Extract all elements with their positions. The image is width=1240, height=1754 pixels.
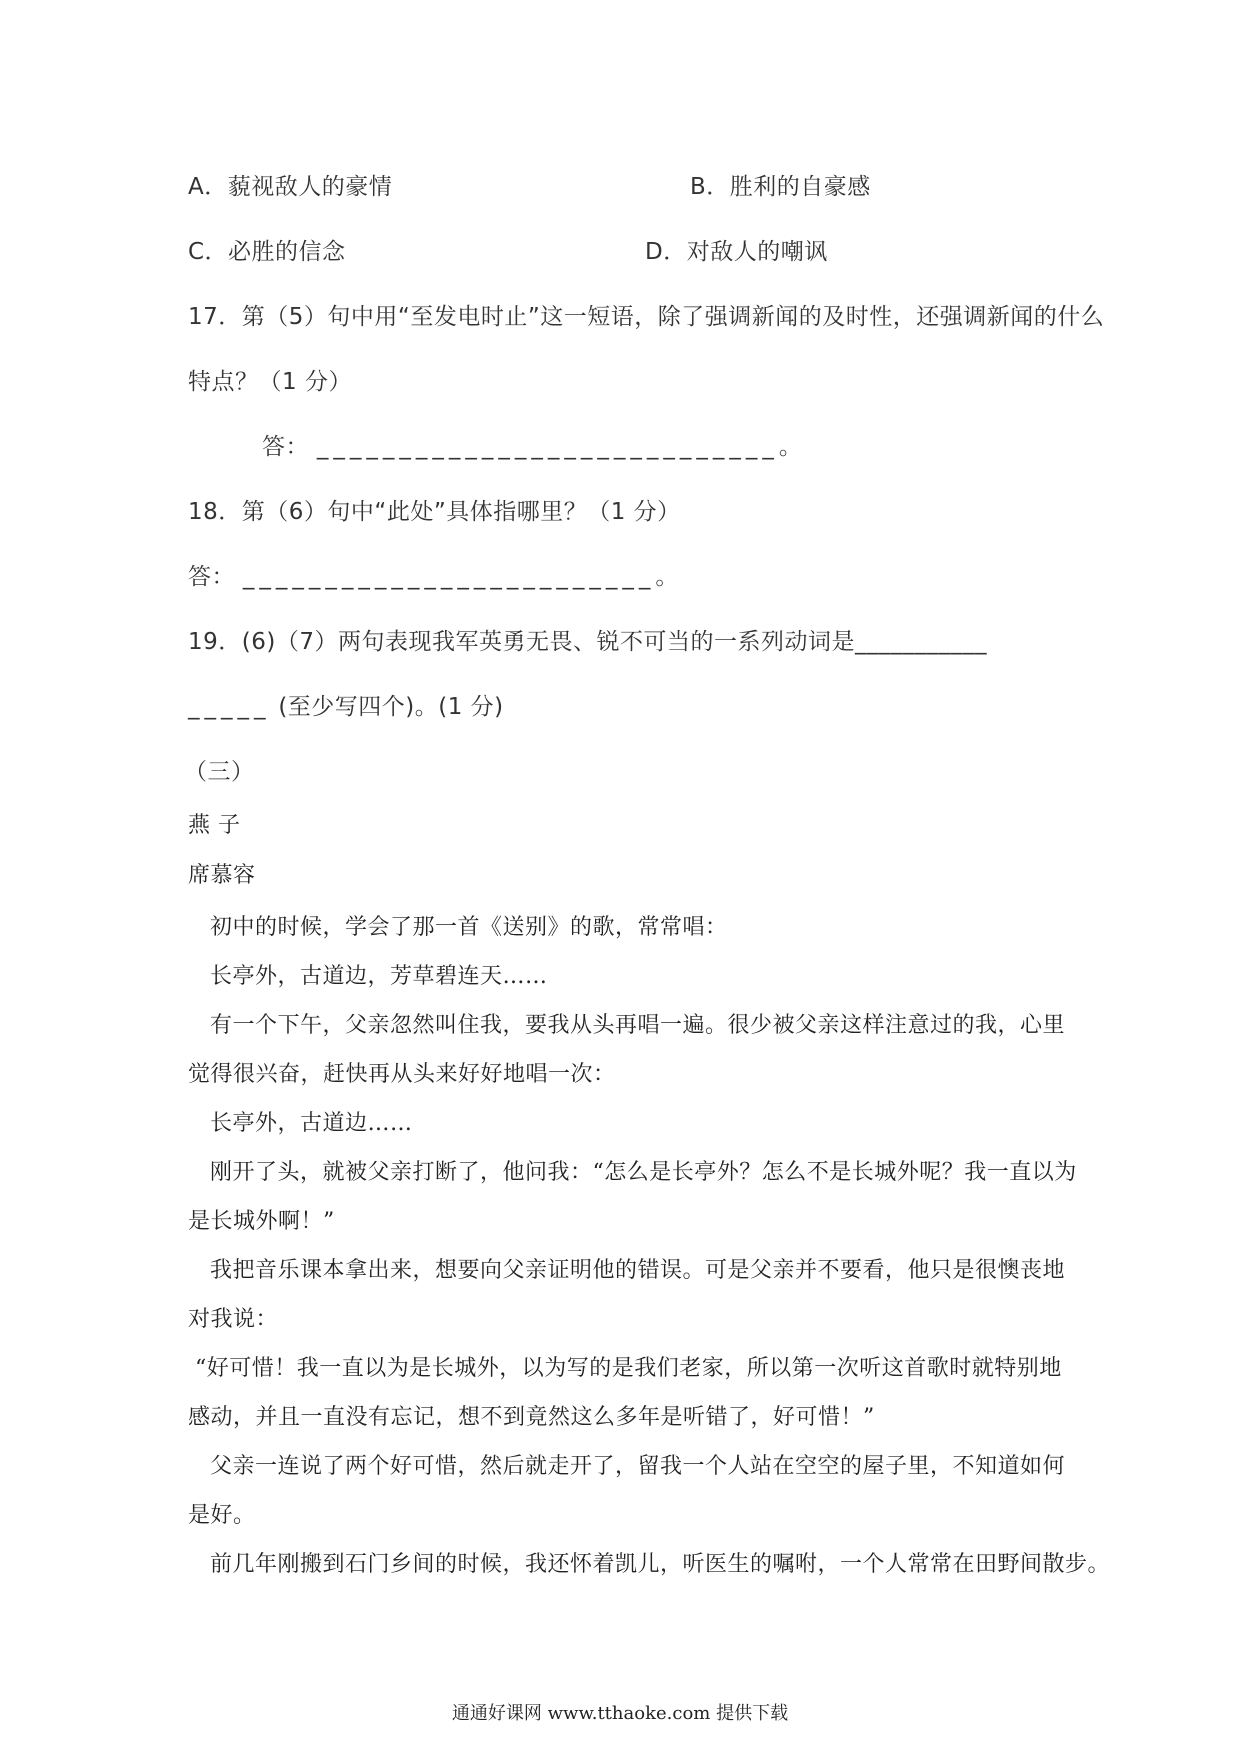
paragraph: 长亭外，古道边…… <box>210 1111 413 1136</box>
option-d: D．对敌人的嘲讽 <box>645 239 828 265</box>
paragraph: 前几年刚搬到石门乡间的时候，我还怀着凯儿，听医生的嘱咐，一个人常常在田野间散步。 <box>210 1552 1111 1577</box>
question-18: 18．第（6）句中“此处”具体指哪里？（1 分） <box>188 499 681 525</box>
article-title: 燕 子 <box>188 813 241 838</box>
option-c: C．必胜的信念 <box>188 239 346 265</box>
paragraph-continuation: 对我说： <box>188 1307 279 1332</box>
question-19-line2 <box>188 688 504 721</box>
paragraph: 长亭外，古道边，芳草碧连天…… <box>210 964 548 989</box>
paragraph-continuation: 是好。 <box>188 1503 256 1528</box>
paragraph: 初中的时候，学会了那一首《送别》的歌，常常唱： <box>210 915 728 940</box>
paragraph: 刚开了头，就被父亲打断了，他问我：“怎么是长亭外？怎么不是长城外呢？我一直以为 <box>210 1160 1077 1185</box>
question-17-line2: 特点？（1 分） <box>188 369 352 395</box>
paragraph: 我把音乐课本拿出来，想要向父亲证明他的错误。可是父亲并不要看，他只是很懊丧地 <box>210 1258 1066 1283</box>
option-b: B．胜利的自豪感 <box>690 174 871 200</box>
answer-label: 答： <box>188 564 235 590</box>
paragraph-continuation: 感动，并且一直没有忘记，想不到竟然这么多年是听错了，好可惜！” <box>188 1405 875 1430</box>
answer-blank: _____ <box>188 694 271 720</box>
section-number: （三） <box>184 759 255 785</box>
paragraph: 有一个下午，父亲忽然叫住我，要我从头再唱一遍。很少被父亲这样注意过的我，心里 <box>210 1013 1066 1038</box>
page-footer: 通通好课网 www.tthaoke.com 提供下载 <box>451 1703 789 1724</box>
question-19-line1: 19．(6)（7）两句表现我军英勇无畏、锐不可当的一系列动词是___________ <box>188 629 987 655</box>
paragraph-continuation: 觉得很兴奋，赶快再从头来好好地唱一次： <box>188 1062 616 1087</box>
question-17-line1: 17．第（5）句中用“至发电时止”这一短语，除了强调新闻的及时性，还强调新闻的什么 <box>188 304 1105 330</box>
options-row-cd <box>188 233 828 266</box>
paragraph: “好可惜！我一直以为是长城外，以为写的是我们老家，所以第一次听这首歌时就特别地 <box>195 1356 1062 1381</box>
question-17-answer <box>262 428 807 461</box>
article-author: 席慕容 <box>188 863 256 888</box>
paragraph: 父亲一连说了两个好可惜，然后就走开了，留我一个人站在空空的屋子里，不知道如何 <box>210 1454 1066 1479</box>
question-19-note: (至少写四个)。(1 分) <box>278 694 504 720</box>
paragraph-continuation: 是长城外啊！” <box>188 1209 335 1234</box>
option-a: A．藐视敌人的豪情 <box>188 174 393 200</box>
answer-blank: ____________________________。 <box>316 434 807 460</box>
question-18-answer <box>188 558 683 591</box>
answer-label: 答： <box>262 434 309 460</box>
options-row-ab <box>188 168 871 201</box>
answer-blank: _________________________。 <box>242 564 684 590</box>
